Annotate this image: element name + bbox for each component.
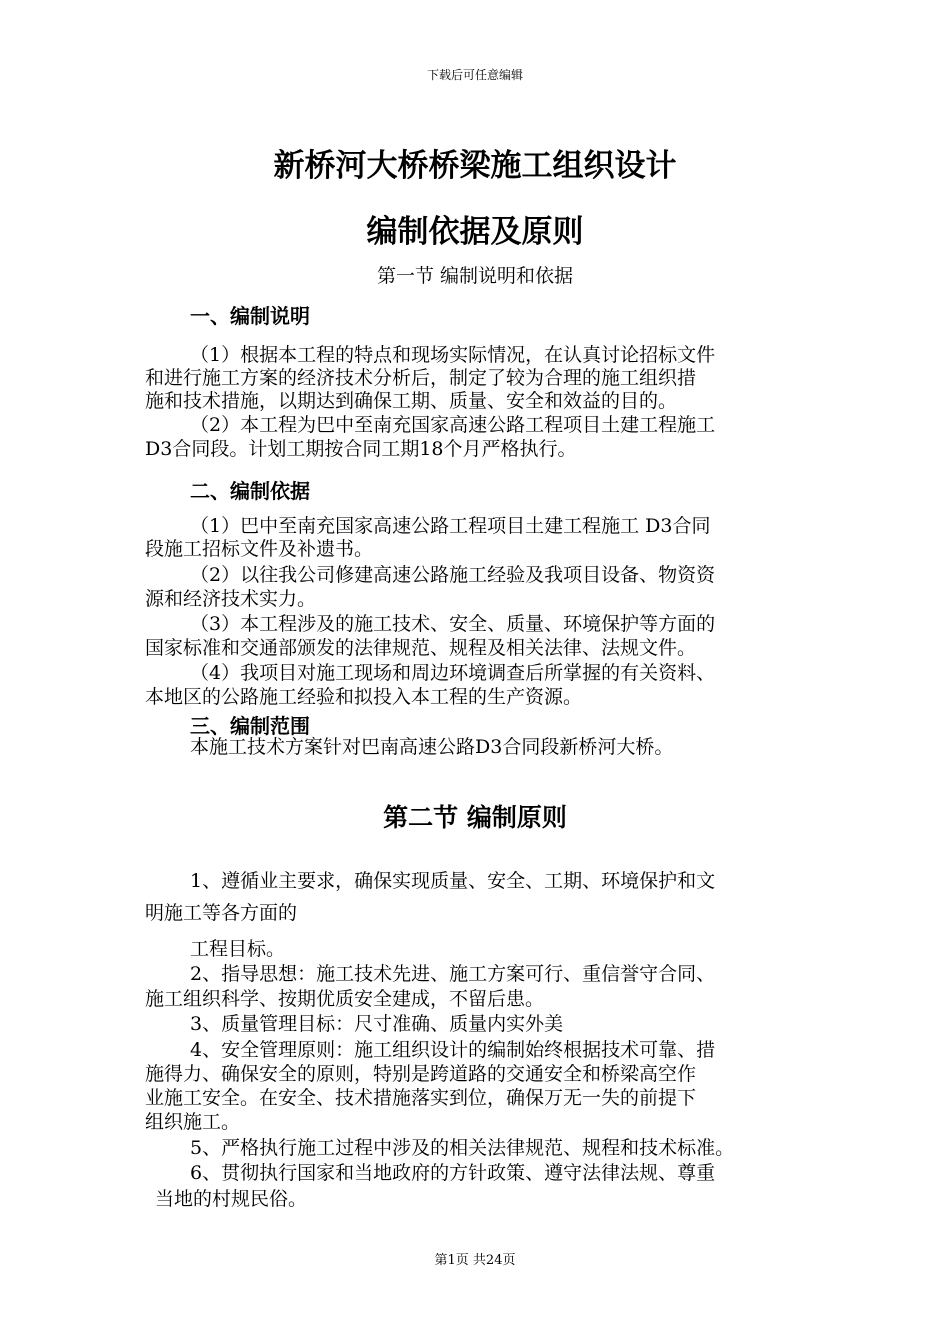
- section-1-title: 第一节 编制说明和依据: [376, 265, 574, 287]
- paragraph-line: 1、遵循业主要求，确保实现质量、安全、工期、环境保护和文: [190, 870, 716, 892]
- paragraph-line: （2）本工程为巴中至南充国家高速公路工程项目土建工程施工: [190, 414, 716, 436]
- paragraph-line: 施得力、确保安全的原则，特别是跨道路的交通安全和桥梁高空作: [145, 1063, 697, 1085]
- paragraph-line: 明施工等各方面的: [145, 902, 298, 924]
- paragraph-line: （3）本工程涉及的施工技术、安全、质量、环境保护等方面的: [190, 613, 716, 635]
- paragraph-line: 组织施工。: [145, 1111, 241, 1133]
- paragraph-line: 段施工招标文件及补遗书。: [145, 538, 374, 560]
- paragraph-line: （2）以往我公司修建高速公路施工经验及我项目设备、物资资: [190, 564, 716, 586]
- paragraph-line: 源和经济技术实力。: [145, 588, 317, 610]
- paragraph-line: （1）巴中至南充国家高速公路工程项目土建工程施工 D3合同: [190, 515, 711, 537]
- paragraph-line: D3合同段。计划工期按合同工期18个月严格执行。: [145, 438, 577, 460]
- paragraph-line: 3、质量管理目标：尺寸准确、质量内实外美: [190, 1013, 564, 1035]
- paragraph-line: 6、贯彻执行国家和当地政府的方针政策、遵守法律法规、尊重: [190, 1162, 716, 1184]
- paragraph-line: 5、严格执行施工过程中涉及的相关法律规范、规程和技术标准。: [190, 1137, 735, 1159]
- header-note: 下载后可任意编辑: [426, 68, 523, 82]
- heading-compile-basis: 二、编制依据: [190, 479, 310, 503]
- paragraph-line: 和进行施工方案的经济技术分析后，制定了较为合理的施工组织措: [145, 367, 697, 389]
- paragraph-line: 施和技术措施，以期达到确保工期、质量、安全和效益的目的。: [145, 390, 678, 412]
- paragraph-line: 业施工安全。在安全、技术措施落实到位，确保万无一失的前提下: [145, 1087, 697, 1109]
- paragraph-line: 2、指导思想：施工技术先进、施工方案可行、重信誉守合同、: [190, 963, 716, 985]
- section-2-title: 第二节 编制原则: [383, 803, 567, 832]
- page-footer: 第1页 共24页: [434, 1253, 516, 1268]
- document-subtitle: 编制依据及原则: [366, 214, 584, 250]
- paragraph-line: 工程目标。: [190, 938, 286, 960]
- document-title: 新桥河大桥桥梁施工组织设计: [273, 148, 677, 184]
- paragraph-line: （4）我项目对施工现场和周边环境调查后所掌握的有关资料、: [190, 662, 716, 684]
- paragraph-line: 本地区的公路施工经验和拟投入本工程的生产资源。: [145, 686, 583, 708]
- heading-compile-notes: 一、编制说明: [190, 304, 310, 328]
- paragraph-line: 4、安全管理原则：施工组织设计的编制始终根据技术可靠、措: [190, 1039, 716, 1061]
- paragraph-line: 施工组织科学、按期优质安全建成，不留后患。: [145, 988, 545, 1010]
- paragraph-line: 国家标准和交通部颁发的法律规范、规程及相关法律、法规文件。: [145, 637, 697, 659]
- paragraph-line: （1）根据本工程的特点和现场实际情况，在认真讨论招标文件: [190, 344, 716, 366]
- paragraph-line: 当地的村规民俗。: [155, 1188, 308, 1210]
- paragraph-line: 本施工技术方案针对巴南高速公路D3合同段新桥河大桥。: [190, 736, 674, 758]
- heading-compile-scope: 三、编制范围: [190, 714, 310, 738]
